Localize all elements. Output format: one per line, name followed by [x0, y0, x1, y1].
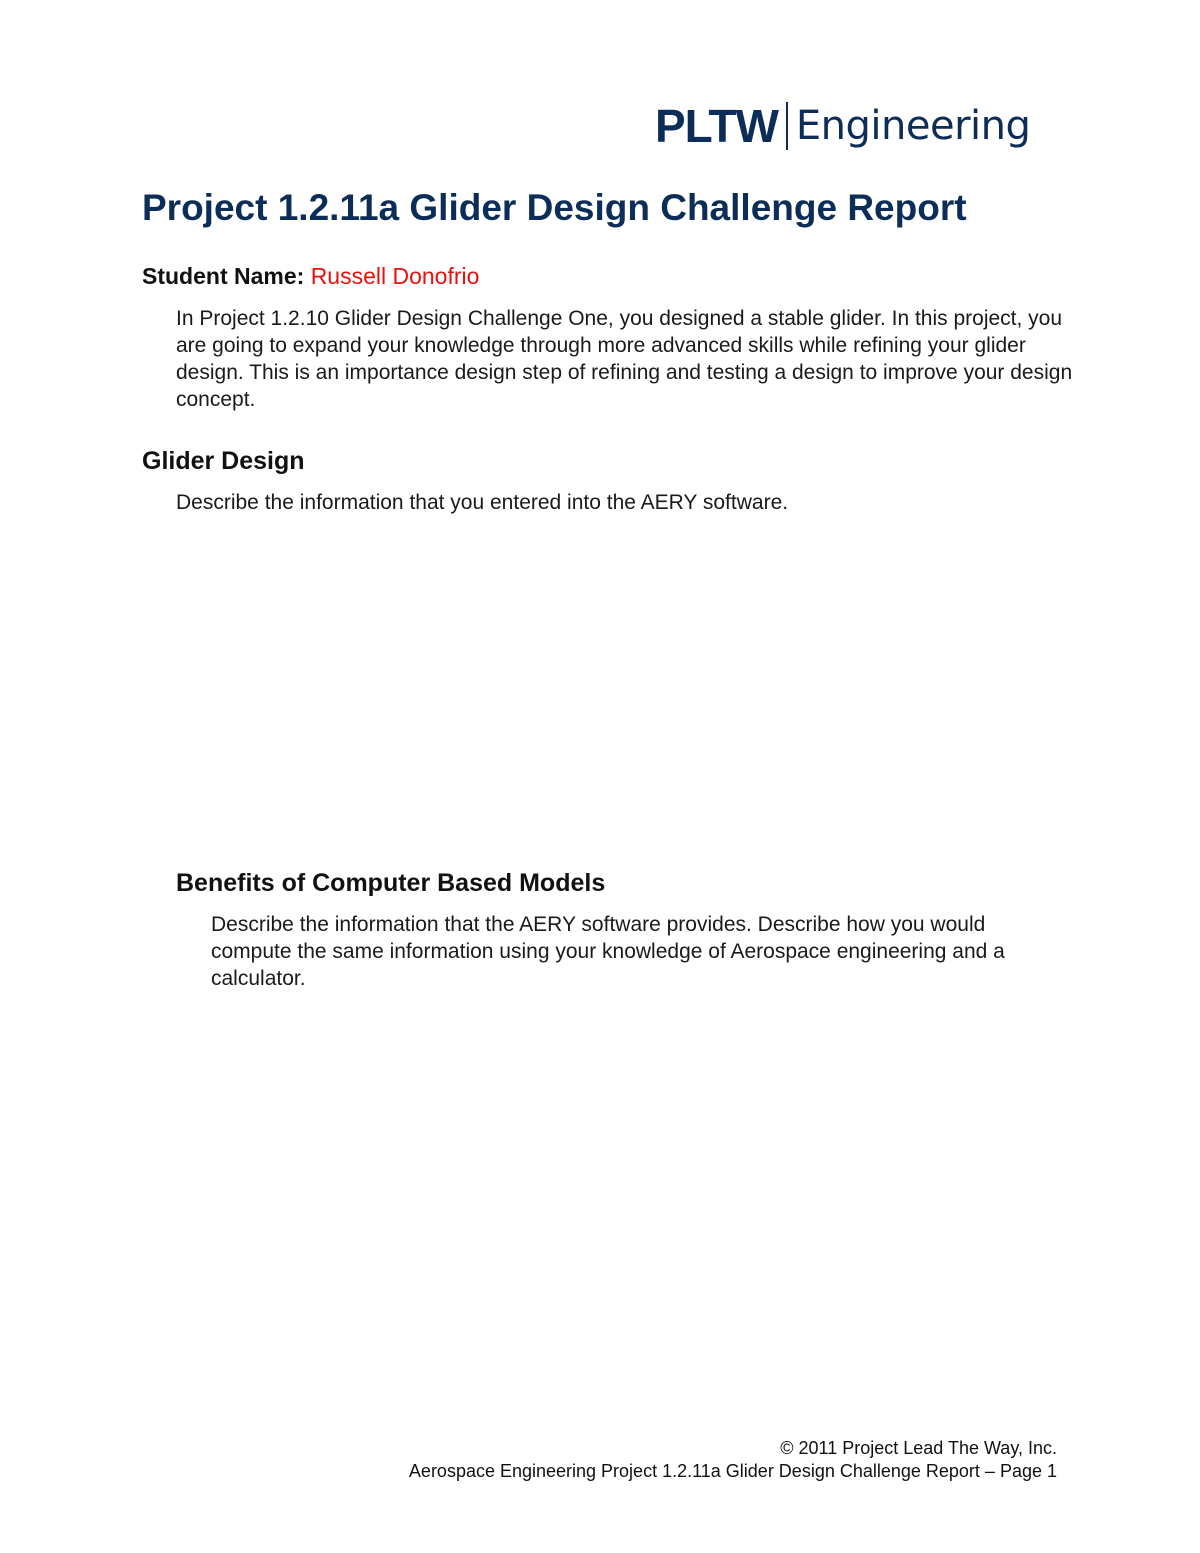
intro-paragraph: In Project 1.2.10 Glider Design Challenge One, you designed a stable glider. In this project, you are going to expand your knowledge through more advanced skills while refining your glider design. This is an importance design step of refining and testing a design to improve your design concept.: [176, 307, 1073, 411]
pltw-engineering-logo: [655, 98, 1030, 154]
document-title: Project 1.2.11a Glider Design Challenge Report: [142, 187, 967, 228]
section-body-glider-design: Describe the information that you entered into the AERY software.: [176, 491, 789, 514]
logo-divider: [786, 102, 788, 150]
student-name-value: Russell Donofrio: [310, 263, 480, 289]
section-heading-benefits: Benefits of Computer Based Models: [176, 869, 606, 897]
student-name-line: [142, 262, 479, 292]
footer-page-line: Aerospace Engineering Project 1.2.11a Glider Design Challenge Report – Page 1: [408, 1461, 1057, 1481]
footer-copyright: © 2011 Project Lead The Way, Inc.: [780, 1438, 1057, 1458]
logo-word: Engineering: [795, 103, 1031, 149]
section-heading-glider-design: Glider Design: [142, 447, 305, 475]
section-body-benefits: Describe the information that the AERY software provides. Describe how you would compute the same information using your knowledge of Aerospace engineering and a calculator.: [211, 913, 1005, 990]
logo-mark: PLTW: [655, 100, 778, 152]
student-name-label: Student Name:: [142, 263, 305, 289]
